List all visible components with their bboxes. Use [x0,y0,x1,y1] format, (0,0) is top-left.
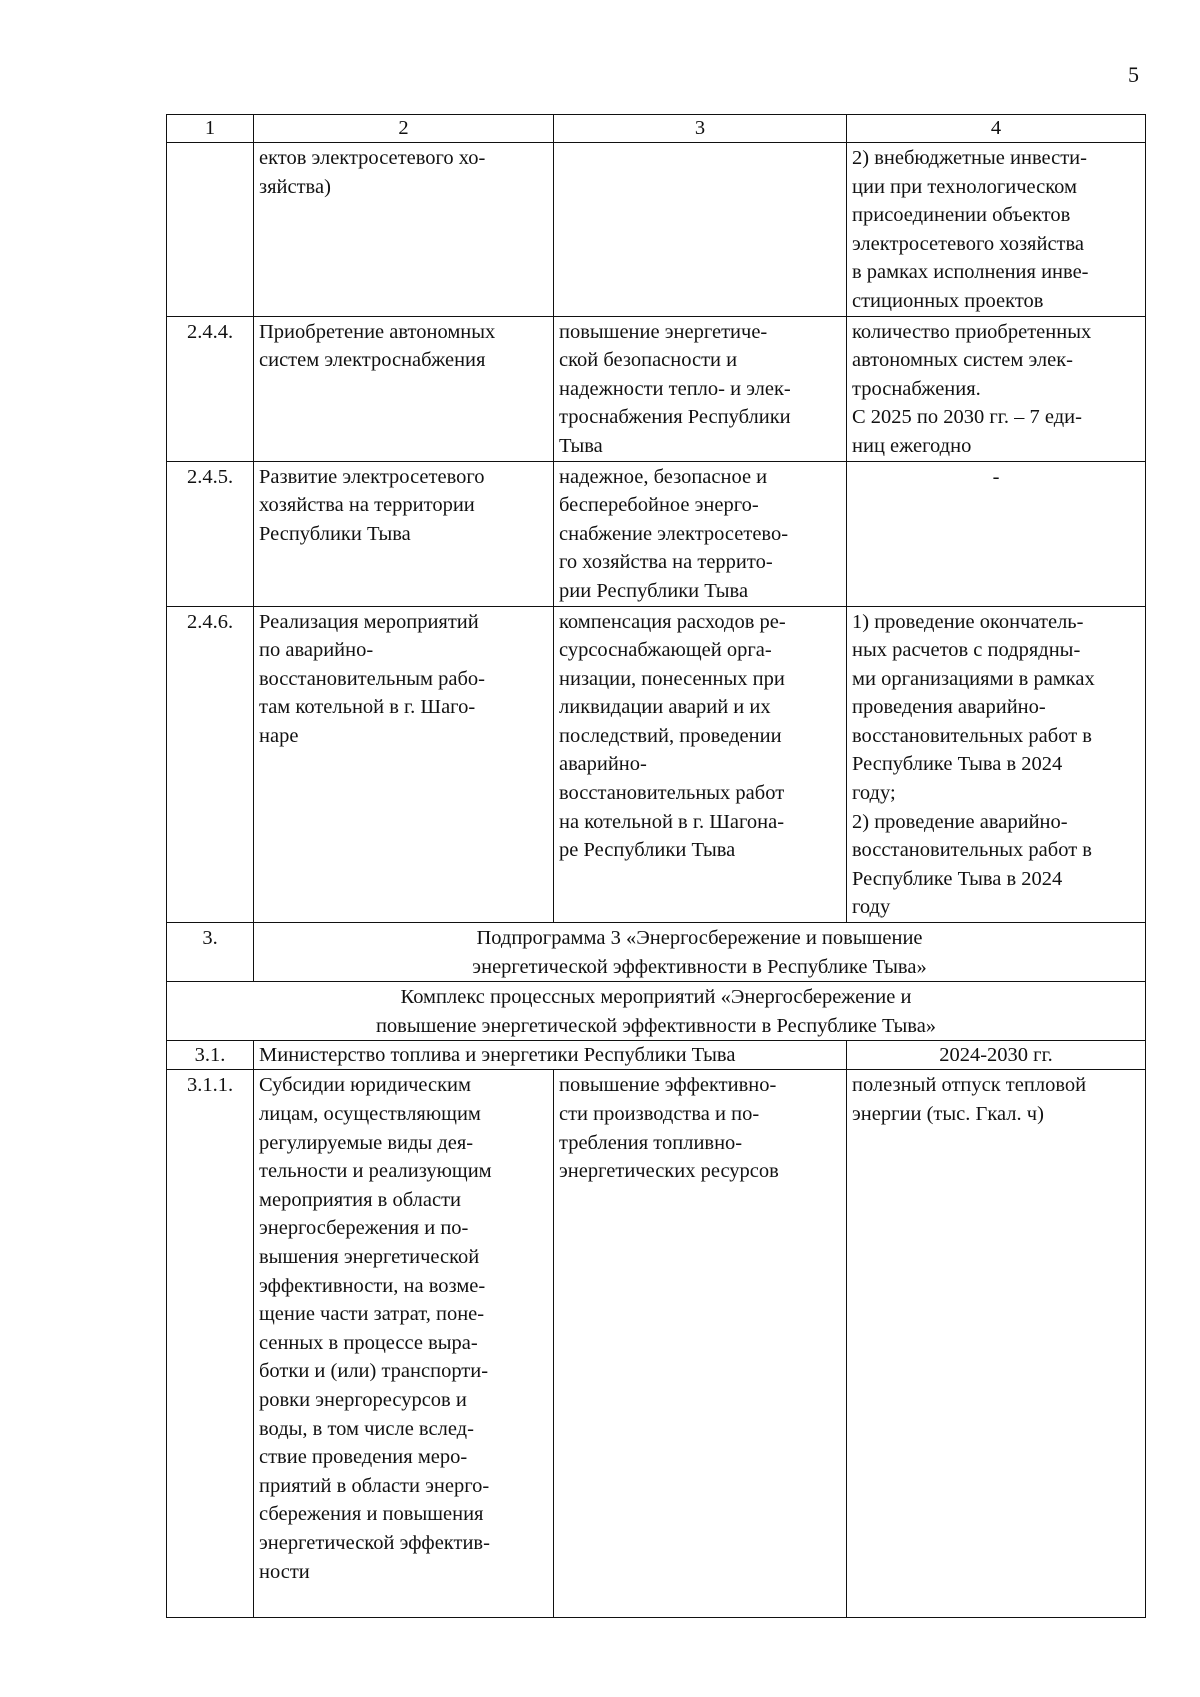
measures-table [166,114,1146,1618]
header-cell: 3 [554,115,847,143]
text-line: энергосбережения и по- [259,1217,469,1240]
text-line: восстановительным рабо- [259,667,486,690]
text-line: ствие проведения меро- [259,1446,468,1469]
expected-result [554,461,847,606]
row-number [167,143,254,317]
ministry-row [167,1041,1146,1070]
expected-result [554,143,847,317]
text-line: восстановительных работ [559,782,785,805]
ministry-name: Министерство топлива и энергетики Республики Тыва [254,1041,847,1070]
text-line: ектов электросетевого хо- [259,147,486,169]
text-line: Комплекс процессных мероприятий «Энергосбережение и [400,986,912,1009]
indicator [847,316,1146,461]
text-line: троснабжения. [852,377,981,400]
complex-title [167,982,1146,1041]
text-line: сбережения и повышения [259,1503,484,1526]
indicator [847,461,1146,606]
text-line: энергетической эффективности в Республике Тыва» [472,955,927,978]
text-line: в рамках исполнения инве- [852,261,1089,284]
table-row [167,606,1146,923]
text-line: году; [852,782,896,805]
text-line: электросетевого хозяйства [852,232,1085,255]
text-line: вышения энергетической [259,1245,480,1268]
row-number: 3.1.1. [167,1070,254,1618]
text-line: Подпрограмма 3 «Энергосбережение и повышение [476,927,923,950]
text-line: снабжение электросетево- [559,522,789,545]
text-line: количество приобретенных [852,320,1092,343]
text-line: 2) проведение аварийно- [852,810,1068,833]
text-line: систем электроснабжения [259,349,486,372]
text-line: ности [259,1560,310,1583]
table-row [167,143,1146,317]
row-number: 2.4.5. [167,461,254,606]
text-line: проведения аварийно- [852,696,1046,719]
indicator [847,606,1146,923]
text-line: Республики Тыва [259,522,411,545]
text-line: сти производства и по- [559,1103,760,1125]
header-cell: 4 [847,115,1146,143]
text-line: там котельной в г. Шаго- [259,696,476,719]
indicator [847,1070,1146,1618]
text-line: аварийно- [559,753,647,776]
text-line: Республике Тыва в 2024 [852,753,1063,776]
text-line: хозяйства на территории [259,494,475,517]
text-line: повышение эффективно- [559,1074,777,1097]
text-line: приятий в области энерго- [259,1474,490,1497]
page-number: 5 [1128,62,1139,87]
subprogram-title [254,923,1146,982]
expected-result [554,316,847,461]
text-line: энергетических ресурсов [559,1160,779,1183]
text-line: - [992,465,1000,488]
text-line: эффективности, на возме- [259,1274,486,1297]
text-line: ской безопасности и [559,349,738,372]
text-line: С 2025 по 2030 гг. – 7 еди- [852,406,1082,429]
complex-row [167,982,1146,1041]
text-line: автономных систем элек- [852,349,1073,372]
text-line: 2) внебюджетные инвести- [852,147,1087,169]
row-number: 3.1. [167,1041,254,1070]
text-line: рии Республики Тыва [559,579,749,602]
text-line: энергетической эффектив- [259,1531,490,1554]
text-line: ниц ежегодно [852,434,972,457]
header-cell: 1 [167,115,254,143]
measure-name [254,461,554,606]
text-line: щение части затрат, поне- [259,1303,485,1326]
row-number: 2.4.6. [167,606,254,923]
text-line: сенных в процессе выра- [259,1331,478,1354]
table-row [167,316,1146,461]
row-number: 3. [167,923,254,982]
measure-name [254,143,554,317]
text-line: ре Республики Тыва [559,839,736,862]
text-line: надежное, безопасное и [559,465,768,488]
text-line: тельности и реализующим [259,1160,492,1183]
text-line: по аварийно- [259,639,374,662]
table-row [167,461,1146,606]
text-line: энергии (тыс. Гкал. ч) [852,1103,1044,1125]
text-line: наре [259,724,299,747]
text-line: Развитие электросетевого [259,465,485,488]
text-line: Реализация мероприятий [259,610,479,633]
period: 2024-2030 гг. [847,1041,1146,1070]
text-line: мероприятия в области [259,1188,462,1211]
text-line: стиционных проектов [852,289,1044,312]
text-line: Приобретение автономных [259,320,496,343]
text-line: регулируемые виды дея- [259,1131,474,1154]
indicator [847,143,1146,317]
text-line: ботки и (или) транспорти- [259,1360,489,1383]
text-line: троснабжения Республики [559,406,791,429]
measure-name [254,1070,554,1618]
expected-result [554,1070,847,1618]
text-line: присоединении объектов [852,204,1071,227]
text-line: повышение энергетиче- [559,320,768,343]
text-line: надежности тепло- и элек- [559,377,791,400]
text-line: воды, в том числе вслед- [259,1417,474,1440]
text-line: сурсоснабжающей орга- [559,639,772,662]
header-cell: 2 [254,115,554,143]
row-number: 2.4.4. [167,316,254,461]
text-line: ликвидации аварий и их [559,696,771,719]
text-line: полезный отпуск тепловой [852,1074,1087,1097]
subprogram-row [167,923,1146,982]
text-line: году [852,896,891,919]
text-line: повышение энергетической эффективности в Республике Тыва» [375,1014,937,1037]
text-line: ми организациями в рамках [852,667,1095,690]
header-row [167,115,1146,143]
text-line: на котельной в г. Шагона- [559,810,785,833]
expected-result [554,606,847,923]
text-line: Тыва [559,434,603,457]
text-line: компенсация расходов ре- [559,610,786,633]
text-line: бесперебойное энерго- [559,494,759,517]
text-line: лицам, осуществляющим [259,1103,481,1125]
text-line: зяйства) [259,175,331,198]
measure-name [254,606,554,923]
text-line: восстановительных работ в [852,839,1092,862]
measure-name [254,316,554,461]
text-line: последствий, проведении [559,724,782,747]
text-line: требления топливно- [559,1131,743,1154]
text-line: го хозяйства на террито- [559,551,773,574]
text-line: ции при технологическом [852,175,1077,198]
text-line: 1) проведение окончатель- [852,610,1084,633]
text-line: низации, понесенных при [559,667,785,690]
text-line: Субсидии юридическим [259,1074,471,1097]
text-line: ровки энергоресурсов и [259,1388,467,1411]
text-line: восстановительных работ в [852,724,1092,747]
text-line: ных расчетов с подрядны- [852,639,1081,662]
text-line: Республике Тыва в 2024 [852,867,1063,890]
table-row [167,1070,1146,1618]
